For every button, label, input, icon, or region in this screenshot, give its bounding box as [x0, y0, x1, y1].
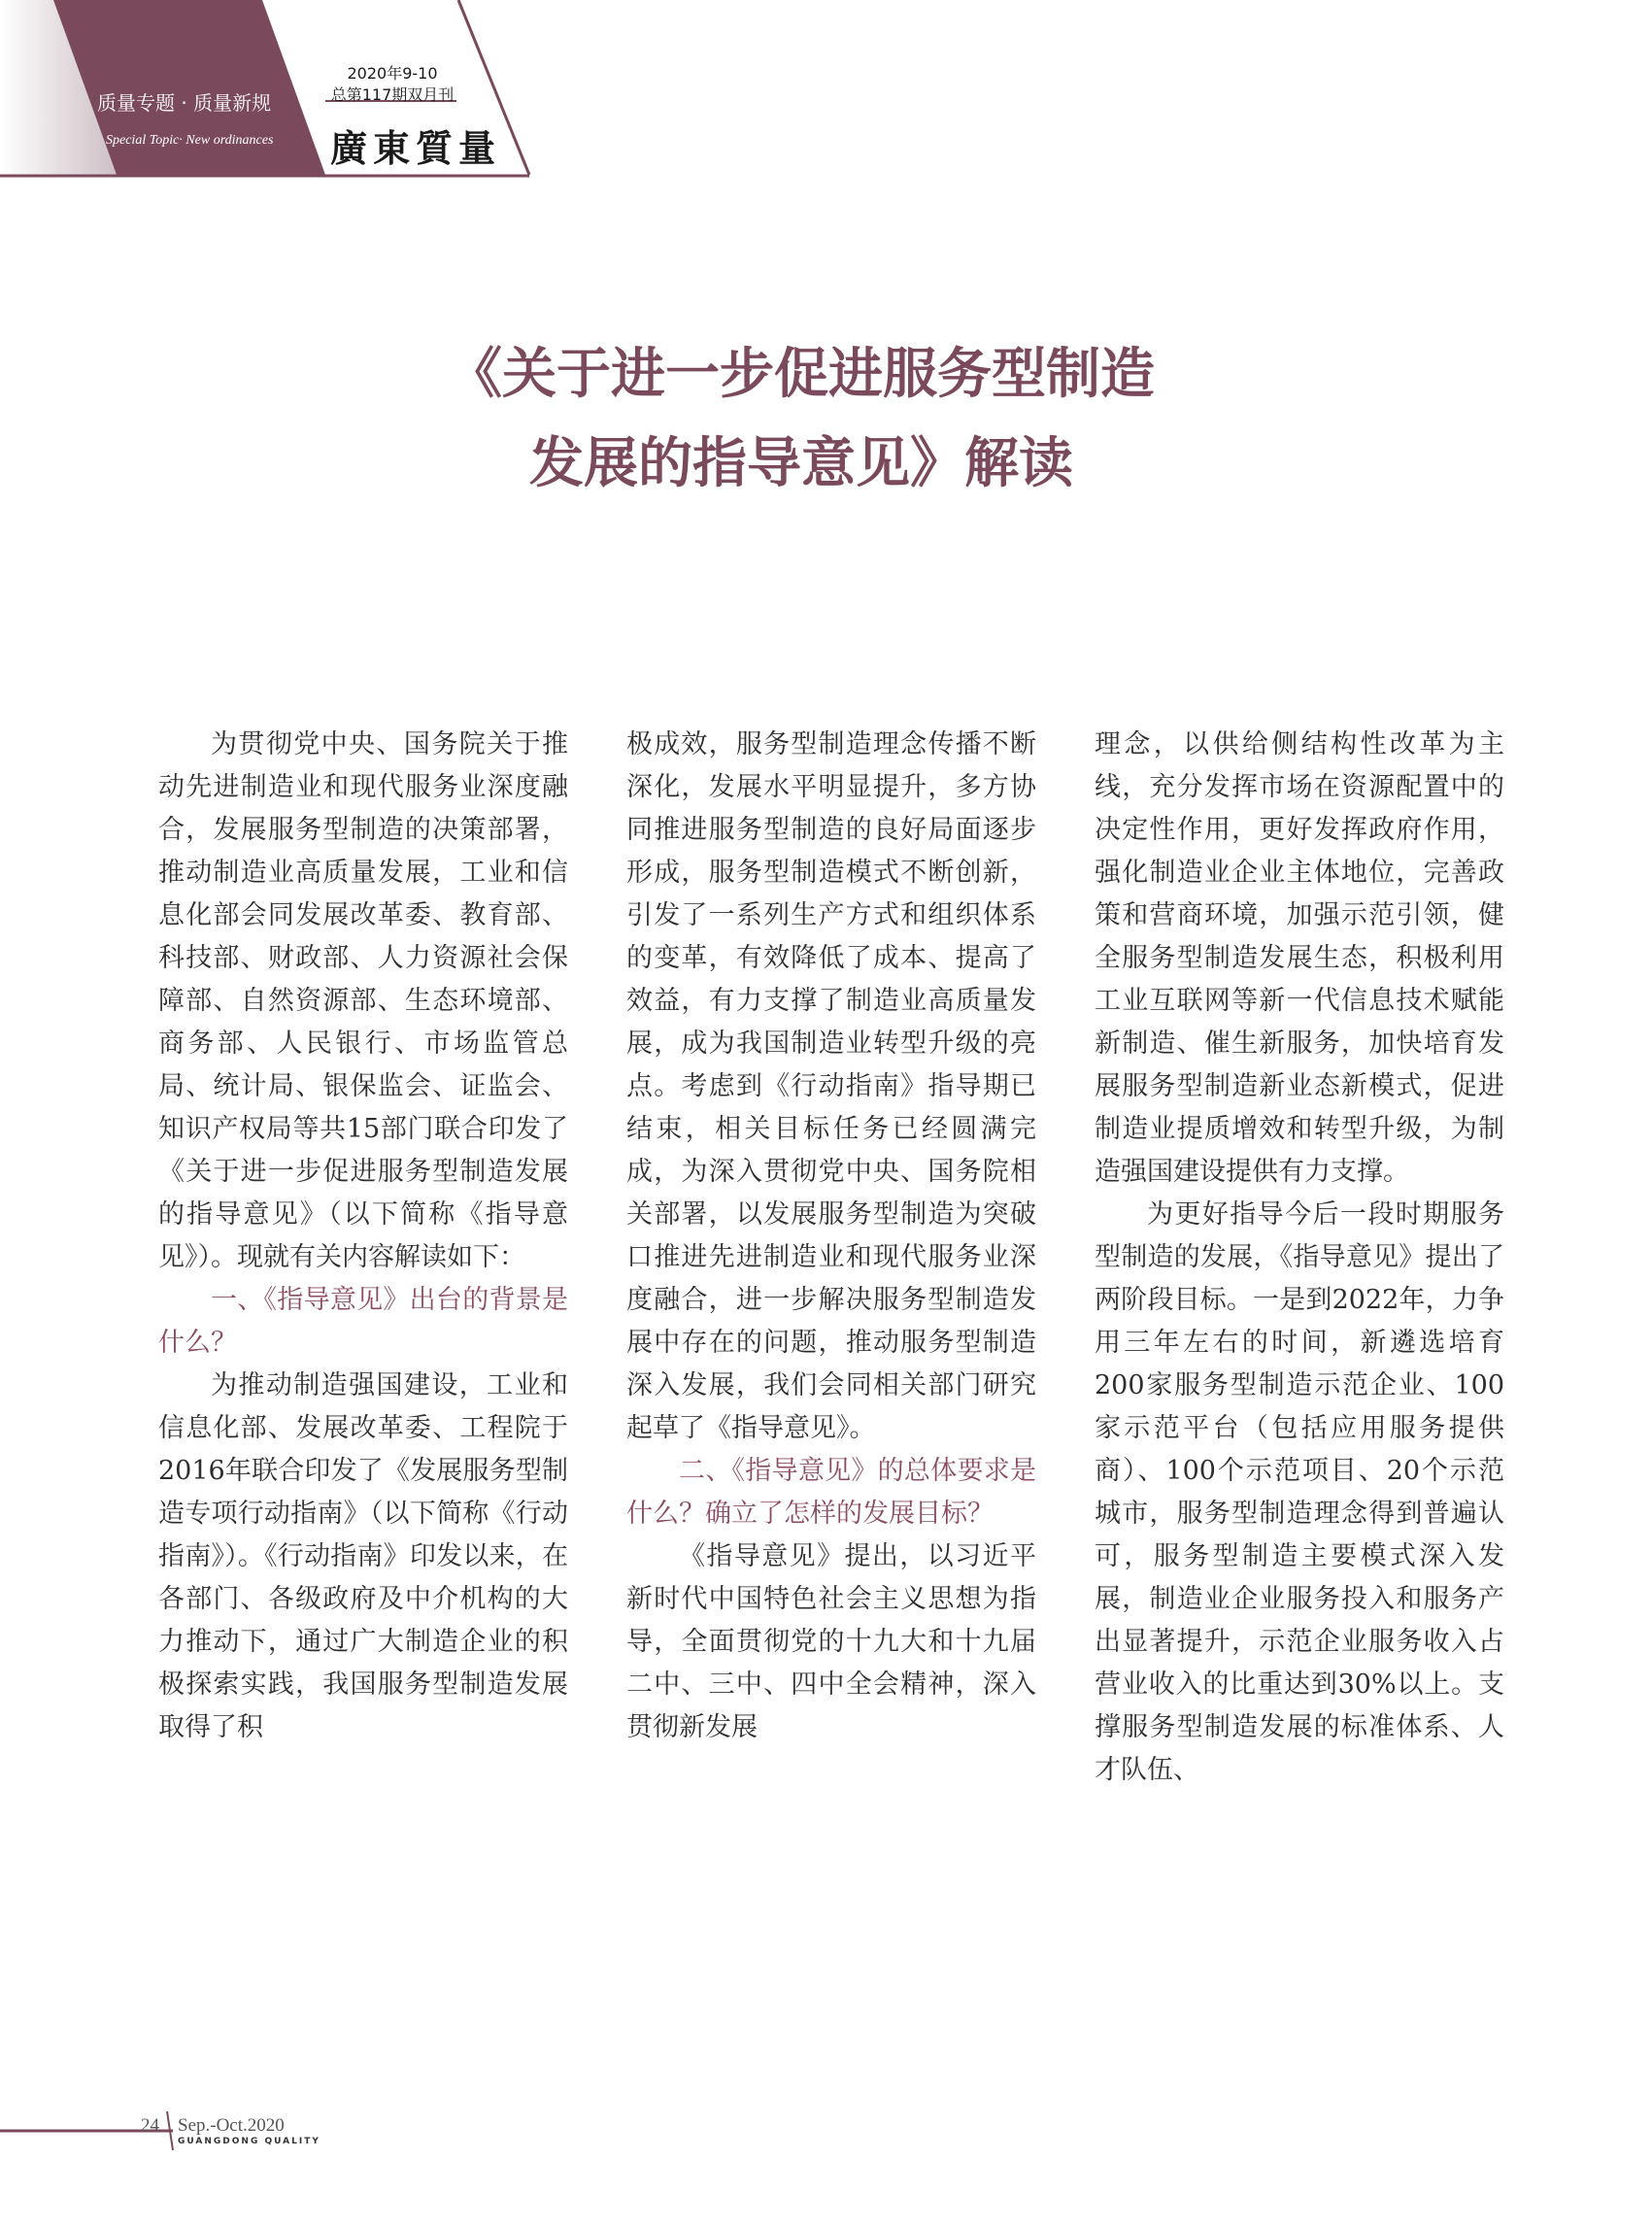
title-line-1: 《关于进一步促进服务型制造	[448, 343, 1155, 406]
paragraph: 为贯彻党中央、国务院关于推动先进制造业和现代服务业深度融合，发展服务型制造的决策部署，推动制造业高质量发展，工业和信息化部会同发展改革委、教育部、科技部、财政部、人力资源社会保障部、自然资源部、生态环境部、商务部、人民银行、市场监管总局、统计局、银保监会、证监会、知识产权局等共15部门联合印发了《关于进一步促进服务型制造发展的指导意见》（以下简称《指导意见》）。现就有关内容解读如下：	[158, 729, 568, 1272]
footer-magazine-name: GUANGDONG QUALITY	[178, 2137, 320, 2146]
page-number: 24	[141, 2115, 159, 2136]
paragraph: 《指导意见》提出，以习近平新时代中国特色社会主义思想为指导，全面贯彻党的十九大和十九届二中、三中、四中全会精神，深入贯彻新发展	[626, 1541, 1036, 1742]
paragraph: 为推动制造强国建设，工业和信息化部、发展改革委、工程院于2016年联合印发了《发展服务型制造专项行动指南》（以下简称《行动指南》）。《行动指南》印发以来，在各部门、各级政府及中介机构的大力推动下，通过广大制造企业的积极探索实践，我国服务型制造发展取得了积	[158, 1370, 568, 1742]
text-column-2	[626, 724, 1036, 1749]
paragraph: 理念，以供给侧结构性改革为主线，充分发挥市场在资源配置中的决定性作用，更好发挥政府作用，强化制造业企业主体地位，完善政策和营商环境，加强示范引领，健全服务型制造发展生态，积极利用工业互联网等新一代信息技术赋能新制造、催生新服务，加快培育发展服务型制造新业态新模式，促进制造业提质增效和转型升级，为制造强国建设提供有力支撑。	[1095, 729, 1504, 1187]
issue-number: 总第117期双月刊	[330, 85, 455, 104]
section-heading-1: 一、《指导意见》出台的背景是什么？	[158, 1285, 568, 1358]
text-column-3	[1095, 724, 1504, 1792]
paragraph: 极成效，服务型制造理念传播不断深化，发展水平明显提升，多方协同推进服务型制造的良好局面逐步形成，服务型制造模式不断创新，引发了一系列生产方式和组织体系的变革，有效降低了成本、提高了效益，有力支撑了制造业高质量发展，成为我国制造业转型升级的亮点。考虑到《行动指南》指导期已结束，相关目标任务已经圆满完成，为深入贯彻党中央、国务院相关部署，以发展服务型制造为突破口推进先进制造业和现代服务业深度融合，进一步解决服务型制造发展中存在的问题，推动服务型制造深入发展，我们会同相关部门研究起草了《指导意见》。	[626, 729, 1036, 1443]
text-column-1	[158, 724, 568, 1749]
footer-date: Sep.-Oct.2020	[178, 2115, 285, 2136]
article-title	[0, 330, 1602, 509]
paragraph: 为更好指导今后一段时期服务型制造的发展，《指导意见》提出了两阶段目标。一是到2022年，力争用三年左右的时间，新遴选培育200家服务型制造示范企业、100家示范平台（包括应用服务提供商）、100个示范项目、20个示范城市，服务型制造理念得到普遍认可，服务型制造主要模式深入发展，制造业企业服务投入和服务产出显著提升，示范企业服务收入占营业收入的比重达到30%以上。支撑服务型制造发展的标准体系、人才队伍、	[1095, 1199, 1504, 1785]
header-issue	[320, 63, 465, 106]
magazine-logo: 廣東質量	[330, 126, 502, 170]
section-heading-2: 二、《指导意见》的总体要求是什么？确立了怎样的发展目标？	[626, 1456, 1036, 1529]
header-topic: 质量专题 · 质量新规	[97, 91, 272, 115]
header-topic-english: Special Topic· New ordinances	[106, 133, 274, 148]
title-line-2: 发展的指导意见》解读	[529, 432, 1073, 495]
issue-date: 2020年9-10	[347, 64, 438, 83]
